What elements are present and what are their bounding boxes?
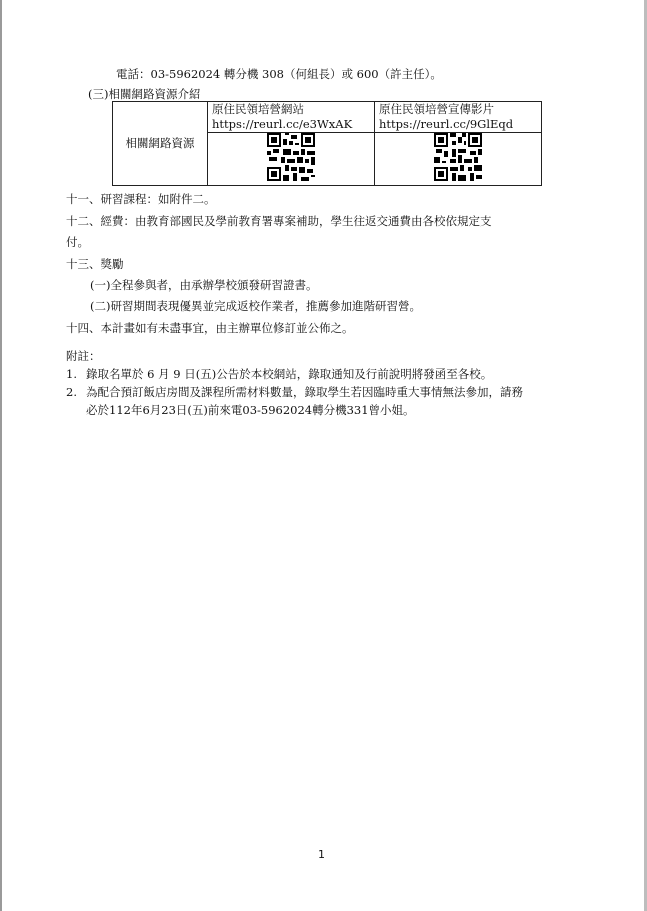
qr-cell-2 — [375, 133, 542, 186]
page-number: 1 — [318, 848, 325, 861]
note-2-text: 為配合預訂飯店房間及課程所需材料數量，錄取學生若因臨時重大事情無法參加，請務 — [86, 385, 523, 399]
resource-title-2: 原住民領培營宣傳影片 — [379, 102, 494, 116]
item-13: 十三、獎勵 — [66, 257, 124, 271]
item-12-line1: 十二、經費：由教育部國民及學前教育署專案補助，學生往返交通費由各校依規定支 — [66, 214, 492, 228]
qr-code-icon — [434, 133, 482, 181]
note-2-num: 2. — [66, 385, 77, 399]
section3-title: (三)相關網路資源介紹 — [88, 87, 201, 101]
note-1-text: 錄取名單於 6 月 9 日(五)公告於本校網站，錄取通知及行前說明將發函至各校。 — [86, 367, 493, 381]
note-2-continued: 必於112年6月23日(五)前來電03-5962024轉分機331曾小姐。 — [86, 403, 415, 417]
resource-table — [112, 101, 542, 186]
item-12-line2: 付。 — [66, 235, 89, 249]
item-13-sub2: (二)研習期間表現優異並完成返校作業者，推薦參加進階研習營。 — [90, 299, 421, 313]
item-14: 十四、本計畫如有未盡事宜，由主辦單位修訂並公佈之。 — [66, 321, 354, 335]
qr-code-icon — [267, 133, 315, 181]
notes-title: 附註： — [66, 349, 101, 363]
resource-title-1: 原住民領培營網站 — [212, 102, 304, 116]
resource-url-2[interactable]: https://reurl.cc/9GlEqd — [379, 117, 514, 131]
item-11: 十一、研習課程：如附件二。 — [66, 192, 216, 206]
contact-line: 電話：03-5962024 轉分機 308（何組長）或 600（許主任）。 — [116, 67, 442, 81]
resource-row-header: 相關網路資源 — [113, 102, 208, 186]
resource-col-2 — [375, 102, 542, 133]
qr-cell-1 — [208, 133, 375, 186]
resource-col-1 — [208, 102, 375, 133]
resource-url-1[interactable]: https://reurl.cc/e3WxAK — [212, 117, 353, 131]
item-13-sub1: (一)全程參與者，由承辦學校頒發研習證書。 — [90, 278, 318, 292]
page-left-edge — [0, 0, 2, 911]
note-1-num: 1. — [66, 367, 77, 381]
